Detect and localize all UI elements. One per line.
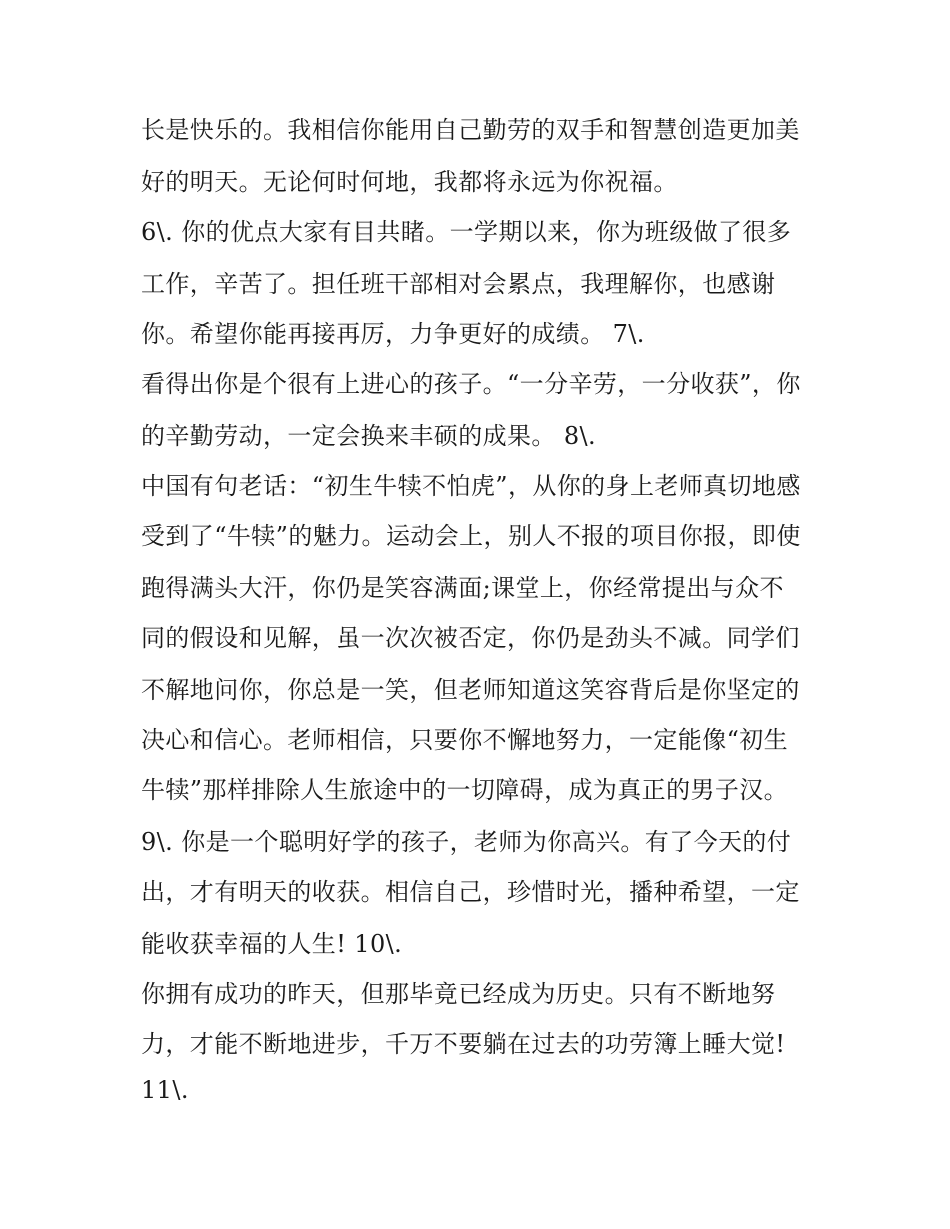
- text-line: 跑得满头大汗，你仍是笑容满面;课堂上，你经常提出与众不: [141, 574, 784, 602]
- text-line: 同的假设和见解，虽一次次被否定，你仍是劲头不减。同学们: [141, 624, 800, 652]
- text-line: 11\.: [141, 1076, 189, 1104]
- text-line: 6\. 你的优点大家有目共睹。一学期以来，你为班级做了很多: [141, 218, 792, 246]
- text-line: 决心和信心。老师相信，只要你不懈地努力，一定能像“初生: [141, 726, 789, 754]
- text-line: 牛犊”那样排除人生旅途中的一切障碍，成为真正的男子汉。: [141, 776, 789, 804]
- text-line: 你。希望你能再接再厉，力争更好的成绩。 7\.: [141, 320, 645, 348]
- text-line: 力，才能不断地进步，千万不要躺在过去的功劳簿上睡大觉!: [141, 1030, 786, 1058]
- text-line: 能收获幸福的人生! 10\.: [141, 930, 403, 958]
- text-line: 长是快乐的。我相信你能用自己勤劳的双手和智慧创造更加美: [141, 116, 800, 144]
- text-line: 你拥有成功的昨天，但那毕竟已经成为历史。只有不断地努: [141, 980, 776, 1008]
- text-line: 9\. 你是一个聪明好学的孩子，老师为你高兴。有了今天的付: [141, 828, 792, 856]
- text-line: 看得出你是个很有上进心的孩子。“一分辛劳，一分收获”，你: [141, 370, 801, 398]
- text-line: 的辛勤劳动，一定会换来丰硕的成果。 8\.: [141, 422, 597, 450]
- text-line: 中国有句老话：“初生牛犊不怕虎”，从你的身上老师真切地感: [141, 472, 801, 500]
- text-line: 工作，辛苦了。担任班干部相对会累点，我理解你，也感谢: [141, 270, 776, 298]
- text-line: 好的明天。无论何时何地，我都将永远为你祝福。: [141, 168, 678, 196]
- text-line: 不解地问你，你总是一笑，但老师知道这笑容背后是你坚定的: [141, 676, 800, 704]
- text-line: 受到了“牛犊”的魅力。运动会上，别人不报的项目你报，即使: [141, 522, 801, 550]
- text-line: 出，才有明天的收获。相信自己，珍惜时光，播种希望，一定: [141, 878, 800, 906]
